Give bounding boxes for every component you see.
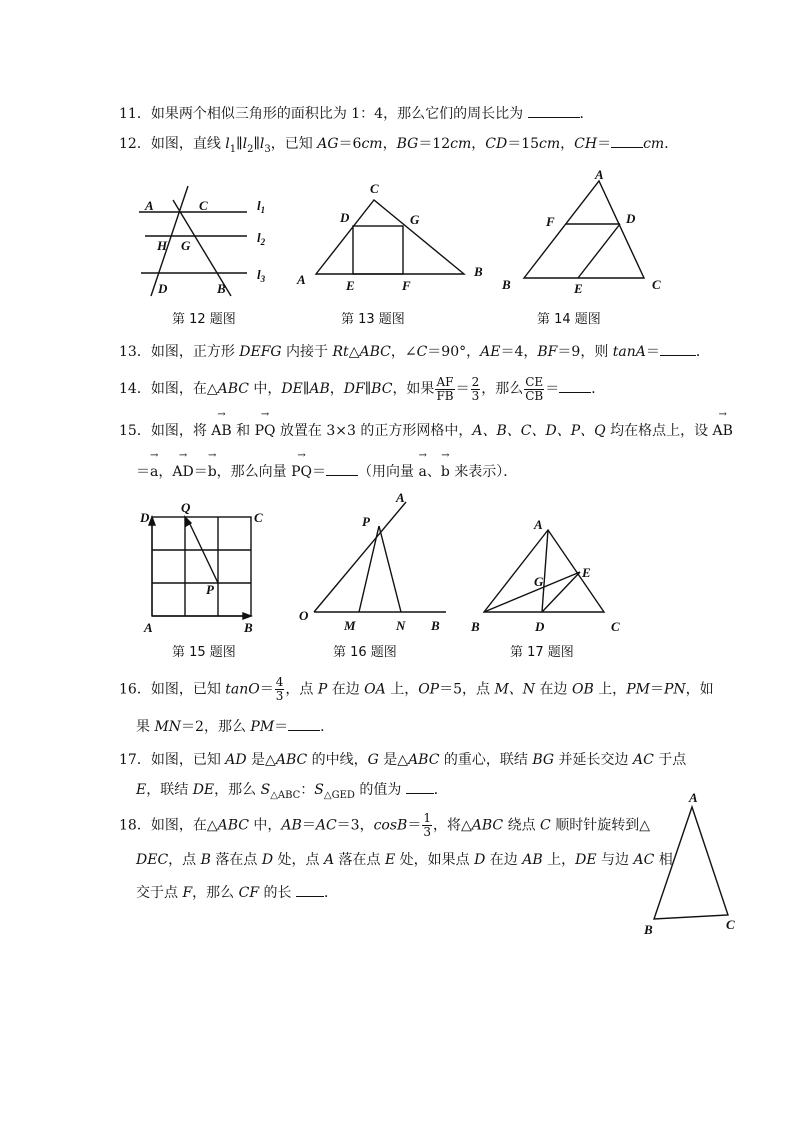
- q18-text: ，那么: [192, 885, 239, 901]
- label-C: C: [370, 181, 379, 196]
- q18-ab: AB: [281, 817, 302, 834]
- figure-17: [468, 515, 638, 635]
- q14-end: ．: [591, 381, 606, 397]
- q18-a: A: [323, 852, 335, 868]
- q12-text: ，: [471, 136, 486, 152]
- caption-fig13: 第 13 题图: [341, 312, 405, 327]
- q12-text: ，: [382, 136, 397, 152]
- square-defg: [353, 226, 403, 274]
- q18-text: 上，: [542, 852, 576, 868]
- q18-text: 的长: [259, 885, 296, 901]
- q17-abc: ABC: [275, 752, 308, 768]
- question-13: [119, 341, 710, 362]
- q12-parallel: ∥: [236, 136, 243, 152]
- q15-text: ＝: [193, 464, 208, 480]
- q11-answer-blank[interactable]: [528, 103, 580, 118]
- q18-de: DE: [575, 852, 597, 868]
- q15-text: ＝: [136, 464, 150, 480]
- q16-mn-points: M、N: [494, 681, 536, 698]
- q18-abc: ABC: [471, 817, 504, 834]
- arrowhead-b: [243, 613, 251, 619]
- q18-text: 顺时针旋转到△: [550, 817, 650, 834]
- triangle-abc: [654, 807, 728, 919]
- q13-answer-blank[interactable]: [660, 341, 696, 356]
- q12-text: ，已知: [270, 136, 318, 152]
- question-12: [119, 133, 678, 160]
- label-P: P: [206, 582, 214, 597]
- q17-text: 的重心，联结: [439, 752, 533, 768]
- q14-text: 14．如图，在△: [119, 381, 218, 397]
- label-B: B: [644, 922, 653, 937]
- q11-end: ．: [579, 106, 594, 122]
- q17-text: 17．如图，已知: [119, 752, 226, 768]
- q16-p: P: [317, 681, 328, 698]
- label-M: M: [344, 618, 356, 633]
- q15-vector-ab: → AB: [713, 421, 733, 441]
- q16-text: 上，: [385, 681, 419, 698]
- q12-text: 12．如图，直线: [119, 136, 226, 152]
- arrowhead-d: [149, 517, 155, 525]
- segment-be: [484, 572, 580, 612]
- q12-unit: cm: [450, 136, 472, 152]
- median-ad: [542, 530, 548, 612]
- question-18-line2: [136, 850, 673, 870]
- q17-text: 是△: [378, 752, 409, 768]
- q14-fraction-2-3: $\frac{2}{3}$: [471, 374, 480, 403]
- question-15-line1: [119, 421, 733, 441]
- q17-text: 的值为: [354, 782, 406, 798]
- q16-text: ，点: [285, 681, 318, 698]
- figure-16: [296, 490, 456, 635]
- q13-bf: BF: [537, 344, 558, 360]
- label-C: C: [652, 277, 661, 292]
- label-E: E: [346, 278, 355, 293]
- q13-rt: Rt: [332, 344, 349, 360]
- q12-text: ＝12: [418, 136, 451, 152]
- q13-ae: AE: [480, 344, 501, 360]
- q15-text: 15．如图，将: [119, 423, 212, 439]
- q13-defg: DEFG: [239, 344, 282, 360]
- q14-text: ∥: [302, 381, 310, 397]
- q18-dec: DEC: [136, 852, 169, 868]
- q18-text: 18．如图，在△: [119, 817, 218, 834]
- label-N: N: [396, 618, 406, 633]
- vector-pq: [188, 520, 218, 583]
- q16-fraction-4-3: $\frac{4}{3}$: [275, 675, 284, 703]
- q13-text: ，∠: [390, 344, 417, 360]
- label-D: D: [158, 281, 168, 296]
- q18-text: 落在点: [210, 852, 262, 868]
- q17-de: DE: [192, 782, 215, 798]
- q14-fraction-af-fb: $\frac{AF}{FB}$: [436, 374, 454, 403]
- q15-text: （用向量: [358, 464, 419, 480]
- q17-s: S: [260, 782, 271, 798]
- question-18-line1: [119, 812, 650, 839]
- q15-vector-a: → a: [150, 462, 158, 482]
- q18-d: D: [474, 852, 486, 868]
- q15-vector-a: → a: [418, 462, 426, 482]
- label-E: E: [574, 281, 583, 296]
- q18-ac: AC: [315, 817, 337, 834]
- q13-text: 内接于: [281, 344, 333, 360]
- figure-13: [292, 178, 492, 298]
- q13-c: C: [416, 344, 428, 360]
- label-l3: $l_3$: [257, 267, 266, 284]
- label-A: A: [297, 272, 306, 287]
- question-17-line2: [136, 779, 448, 806]
- q17-ac: AC: [632, 752, 654, 768]
- q18-abc: ABC: [217, 817, 249, 834]
- q16-text: 在边: [535, 681, 572, 698]
- q12-l3: l: [259, 136, 265, 152]
- question-16-line2: [136, 716, 334, 737]
- q15-text: ，: [158, 464, 173, 480]
- ray-oa: [314, 502, 406, 612]
- q12-l1: l: [225, 136, 230, 152]
- q15-text: 来表示）．: [449, 464, 518, 480]
- label-A: A: [595, 167, 604, 182]
- q13-text: △: [348, 344, 360, 360]
- q16-pn: PN: [663, 681, 686, 698]
- q17-g: G: [367, 752, 379, 768]
- q15-vector-ab: → AB: [211, 421, 231, 441]
- question-11: [119, 103, 594, 124]
- label-A: A: [145, 198, 154, 213]
- q17-bg: BG: [532, 752, 555, 768]
- q17-text: ，联结: [146, 782, 193, 798]
- label-Q: Q: [181, 500, 191, 515]
- q15-points: A、B、C、D、P、Q: [472, 423, 606, 439]
- q17-abc: ABC: [408, 752, 440, 768]
- q14-text: ＝: [545, 381, 560, 397]
- q17-ad: AD: [225, 752, 247, 768]
- q16-op: OP: [418, 681, 440, 698]
- label-B: B: [431, 618, 440, 633]
- label-C: C: [254, 510, 263, 525]
- q18-d: D: [261, 852, 274, 868]
- q17-s-ged-sub: △GED: [323, 789, 355, 801]
- question-14: [119, 374, 605, 404]
- q15-vector-b: → b: [208, 462, 217, 482]
- q18-ab: AB: [522, 852, 543, 868]
- figure-18: [640, 785, 750, 935]
- label-l1: $l_1$: [257, 198, 266, 215]
- label-A: A: [534, 517, 543, 532]
- q16-text: 16．如图，已知: [119, 681, 226, 698]
- caption-fig16: 第 16 题图: [333, 645, 397, 660]
- caption-fig14: 第 14 题图: [537, 312, 601, 327]
- q11-text: 11．如果两个相似三角形的面积比为 1：4，那么它们的周长比为: [119, 106, 524, 122]
- triangle-abc: [524, 181, 644, 278]
- q17-s: S: [314, 782, 324, 798]
- q18-text: 相: [654, 852, 673, 868]
- label-A: A: [689, 790, 698, 805]
- q12-cd: CD: [485, 136, 508, 152]
- q12-unit: cm: [643, 136, 665, 152]
- label-B: B: [244, 620, 253, 635]
- q15-text: 放置在 3×3 的正方形网格中，: [275, 423, 473, 439]
- q12-bg: BG: [396, 136, 419, 152]
- q12-end: ．: [664, 136, 679, 152]
- question-17-line1: [119, 750, 686, 770]
- q15-text: 、: [426, 464, 441, 480]
- q12-parallel: ∥: [253, 136, 260, 152]
- q17-text: 的中线，: [307, 752, 368, 768]
- q14-text: 中，: [248, 381, 282, 397]
- q16-text: ＝5，点: [439, 681, 495, 698]
- q13-end: ．: [695, 344, 710, 360]
- q15-vector-pq: → PQ: [291, 462, 312, 482]
- q12-l2: l: [242, 136, 248, 152]
- q18-cosb: cosB: [373, 817, 408, 834]
- q12-ch: CH: [574, 136, 598, 152]
- label-C: C: [199, 198, 208, 213]
- label-B: B: [502, 277, 511, 292]
- q14-answer-blank[interactable]: [559, 378, 591, 393]
- q12-text: ＝15: [507, 136, 540, 152]
- q18-end: ．: [323, 885, 338, 901]
- label-C: C: [726, 917, 735, 932]
- q18-b: B: [200, 852, 211, 868]
- figure-15: [138, 500, 268, 635]
- triangle-abc: [316, 200, 464, 274]
- q15-text: ，那么向量: [216, 464, 292, 480]
- figure-12: [135, 180, 285, 305]
- label-F: F: [402, 278, 411, 293]
- grid-border: [152, 517, 251, 616]
- question-18-line3: [136, 882, 338, 903]
- q14-text: ，那么: [481, 381, 524, 397]
- label-D: D: [140, 510, 150, 525]
- q18-text: ，将△: [432, 817, 472, 834]
- q16-oa: OA: [364, 681, 386, 698]
- q18-text: ＝: [301, 817, 316, 834]
- q16-text: 上，: [593, 681, 627, 698]
- label-A: A: [396, 490, 405, 505]
- q18-answer-blank[interactable]: [296, 882, 324, 897]
- q13-text: ＝: [645, 344, 660, 360]
- q18-text: 中，: [248, 817, 282, 834]
- q13-text: 13．如图，正方形: [119, 344, 240, 360]
- caption-fig17: 第 17 题图: [510, 645, 574, 660]
- q16-ob: OB: [571, 681, 594, 698]
- q16-pm: PM: [250, 719, 275, 735]
- label-P: P: [362, 514, 370, 529]
- q17-text: ：: [300, 782, 315, 798]
- q16-pm: PM: [626, 681, 650, 698]
- q18-e: E: [384, 852, 396, 868]
- q16-end: ．: [320, 719, 335, 735]
- q16-text: ，如: [685, 681, 714, 698]
- q14-abc: ABC: [217, 381, 249, 397]
- q12-l1-sub: 1: [229, 143, 237, 155]
- q16-tano: tanO: [225, 681, 260, 698]
- q16-text: 在边: [327, 681, 365, 698]
- q18-text: 交于点: [136, 885, 183, 901]
- label-E: E: [582, 565, 591, 580]
- q12-l2-sub: 2: [247, 143, 254, 155]
- segment-de: [542, 572, 580, 612]
- q18-fraction-1-3: $\frac{1}{3}$: [423, 811, 431, 839]
- q12-text: ＝6: [338, 136, 362, 152]
- label-B: B: [474, 264, 483, 279]
- q16-text: ＝2，那么: [181, 719, 251, 735]
- question-16-line1: [119, 676, 714, 703]
- q12-text: ＝: [597, 136, 612, 152]
- q17-end: ．: [433, 782, 448, 798]
- q16-text: ＝: [274, 719, 289, 735]
- q12-unit: cm: [361, 136, 383, 152]
- figure-14: [500, 165, 675, 295]
- label-B: B: [217, 281, 226, 296]
- q14-df: DF: [343, 381, 365, 397]
- q16-text: 果: [136, 719, 155, 735]
- q17-text: ，那么: [214, 782, 261, 798]
- q14-text: ，如果: [392, 381, 435, 397]
- q14-text: ，: [329, 381, 344, 397]
- q18-text: 与边: [596, 852, 634, 868]
- q18-text: 处，如果点: [395, 852, 475, 868]
- label-C: C: [611, 619, 620, 634]
- q17-text: 是△: [246, 752, 276, 768]
- label-l2: $l_2$: [257, 230, 266, 247]
- label-H: H: [157, 238, 168, 253]
- q13-text: ＝9，则: [557, 344, 613, 360]
- label-F: F: [546, 214, 555, 229]
- segment-de: [578, 224, 620, 278]
- q13-abc: ABC: [359, 344, 391, 360]
- q15-answer-blank[interactable]: [326, 461, 358, 476]
- q18-text: 在边: [485, 852, 523, 868]
- label-A: A: [144, 620, 153, 635]
- label-D: D: [626, 211, 636, 226]
- q18-text: ＝: [407, 817, 422, 834]
- q18-text: ＝3，: [336, 817, 374, 834]
- q17-answer-blank[interactable]: [406, 779, 434, 794]
- segment-pn: [379, 526, 401, 612]
- q18-text: 绕点: [503, 817, 541, 834]
- q13-tana: tanA: [612, 344, 646, 360]
- label-O: O: [299, 608, 309, 623]
- q18-cf: CF: [238, 885, 260, 901]
- label-D: D: [340, 210, 350, 225]
- label-D: D: [535, 619, 545, 634]
- q16-answer-blank[interactable]: [288, 716, 320, 731]
- q12-text: ，: [560, 136, 575, 152]
- q16-mn: MN: [154, 719, 182, 735]
- q14-ab: AB: [309, 381, 330, 397]
- caption-fig15: 第 15 题图: [172, 645, 236, 660]
- q12-answer-blank[interactable]: [611, 133, 643, 148]
- q18-text: ，点: [168, 852, 201, 868]
- q17-s-abc-sub: △ABC: [270, 789, 301, 801]
- q13-text: ＝4，: [500, 344, 538, 360]
- label-G: G: [410, 212, 420, 227]
- q18-c: C: [540, 817, 551, 834]
- label-G: G: [534, 574, 544, 589]
- q14-text: ＝: [455, 381, 470, 397]
- q13-text: ＝90°，: [427, 344, 481, 360]
- q14-text: ∥: [364, 381, 372, 397]
- q15-text: 和: [231, 423, 255, 439]
- q14-bc: BC: [371, 381, 393, 397]
- q17-e: E: [136, 782, 147, 798]
- q12-ag: AG: [317, 136, 339, 152]
- q16-text: ＝: [649, 681, 664, 698]
- q15-vector-ad: → AD: [172, 462, 193, 482]
- label-B: B: [471, 619, 480, 634]
- q18-f: F: [182, 885, 193, 901]
- q17-text: 并延长交边: [554, 752, 633, 768]
- caption-fig12: 第 12 题图: [172, 312, 236, 327]
- q16-text: ＝: [259, 681, 274, 698]
- label-G: G: [181, 238, 191, 253]
- q18-text: 处，点: [273, 852, 324, 868]
- segment-pm: [359, 526, 379, 612]
- q15-text: 均在格点上，设: [605, 423, 713, 439]
- q17-text: 于点: [653, 752, 687, 768]
- q14-fraction-ce-cb: $\frac{CE}{CB}$: [525, 374, 544, 403]
- q15-vector-pq: → PQ: [255, 421, 276, 441]
- q12-l3-sub: 3: [264, 143, 271, 155]
- q14-de: DE: [281, 381, 303, 397]
- q15-vector-b: → b: [441, 462, 450, 482]
- q12-unit: cm: [539, 136, 561, 152]
- q18-ac: AC: [633, 852, 655, 868]
- q18-text: 落在点: [334, 852, 385, 868]
- q15-text: ＝: [312, 464, 327, 480]
- question-15-line2: [136, 461, 517, 482]
